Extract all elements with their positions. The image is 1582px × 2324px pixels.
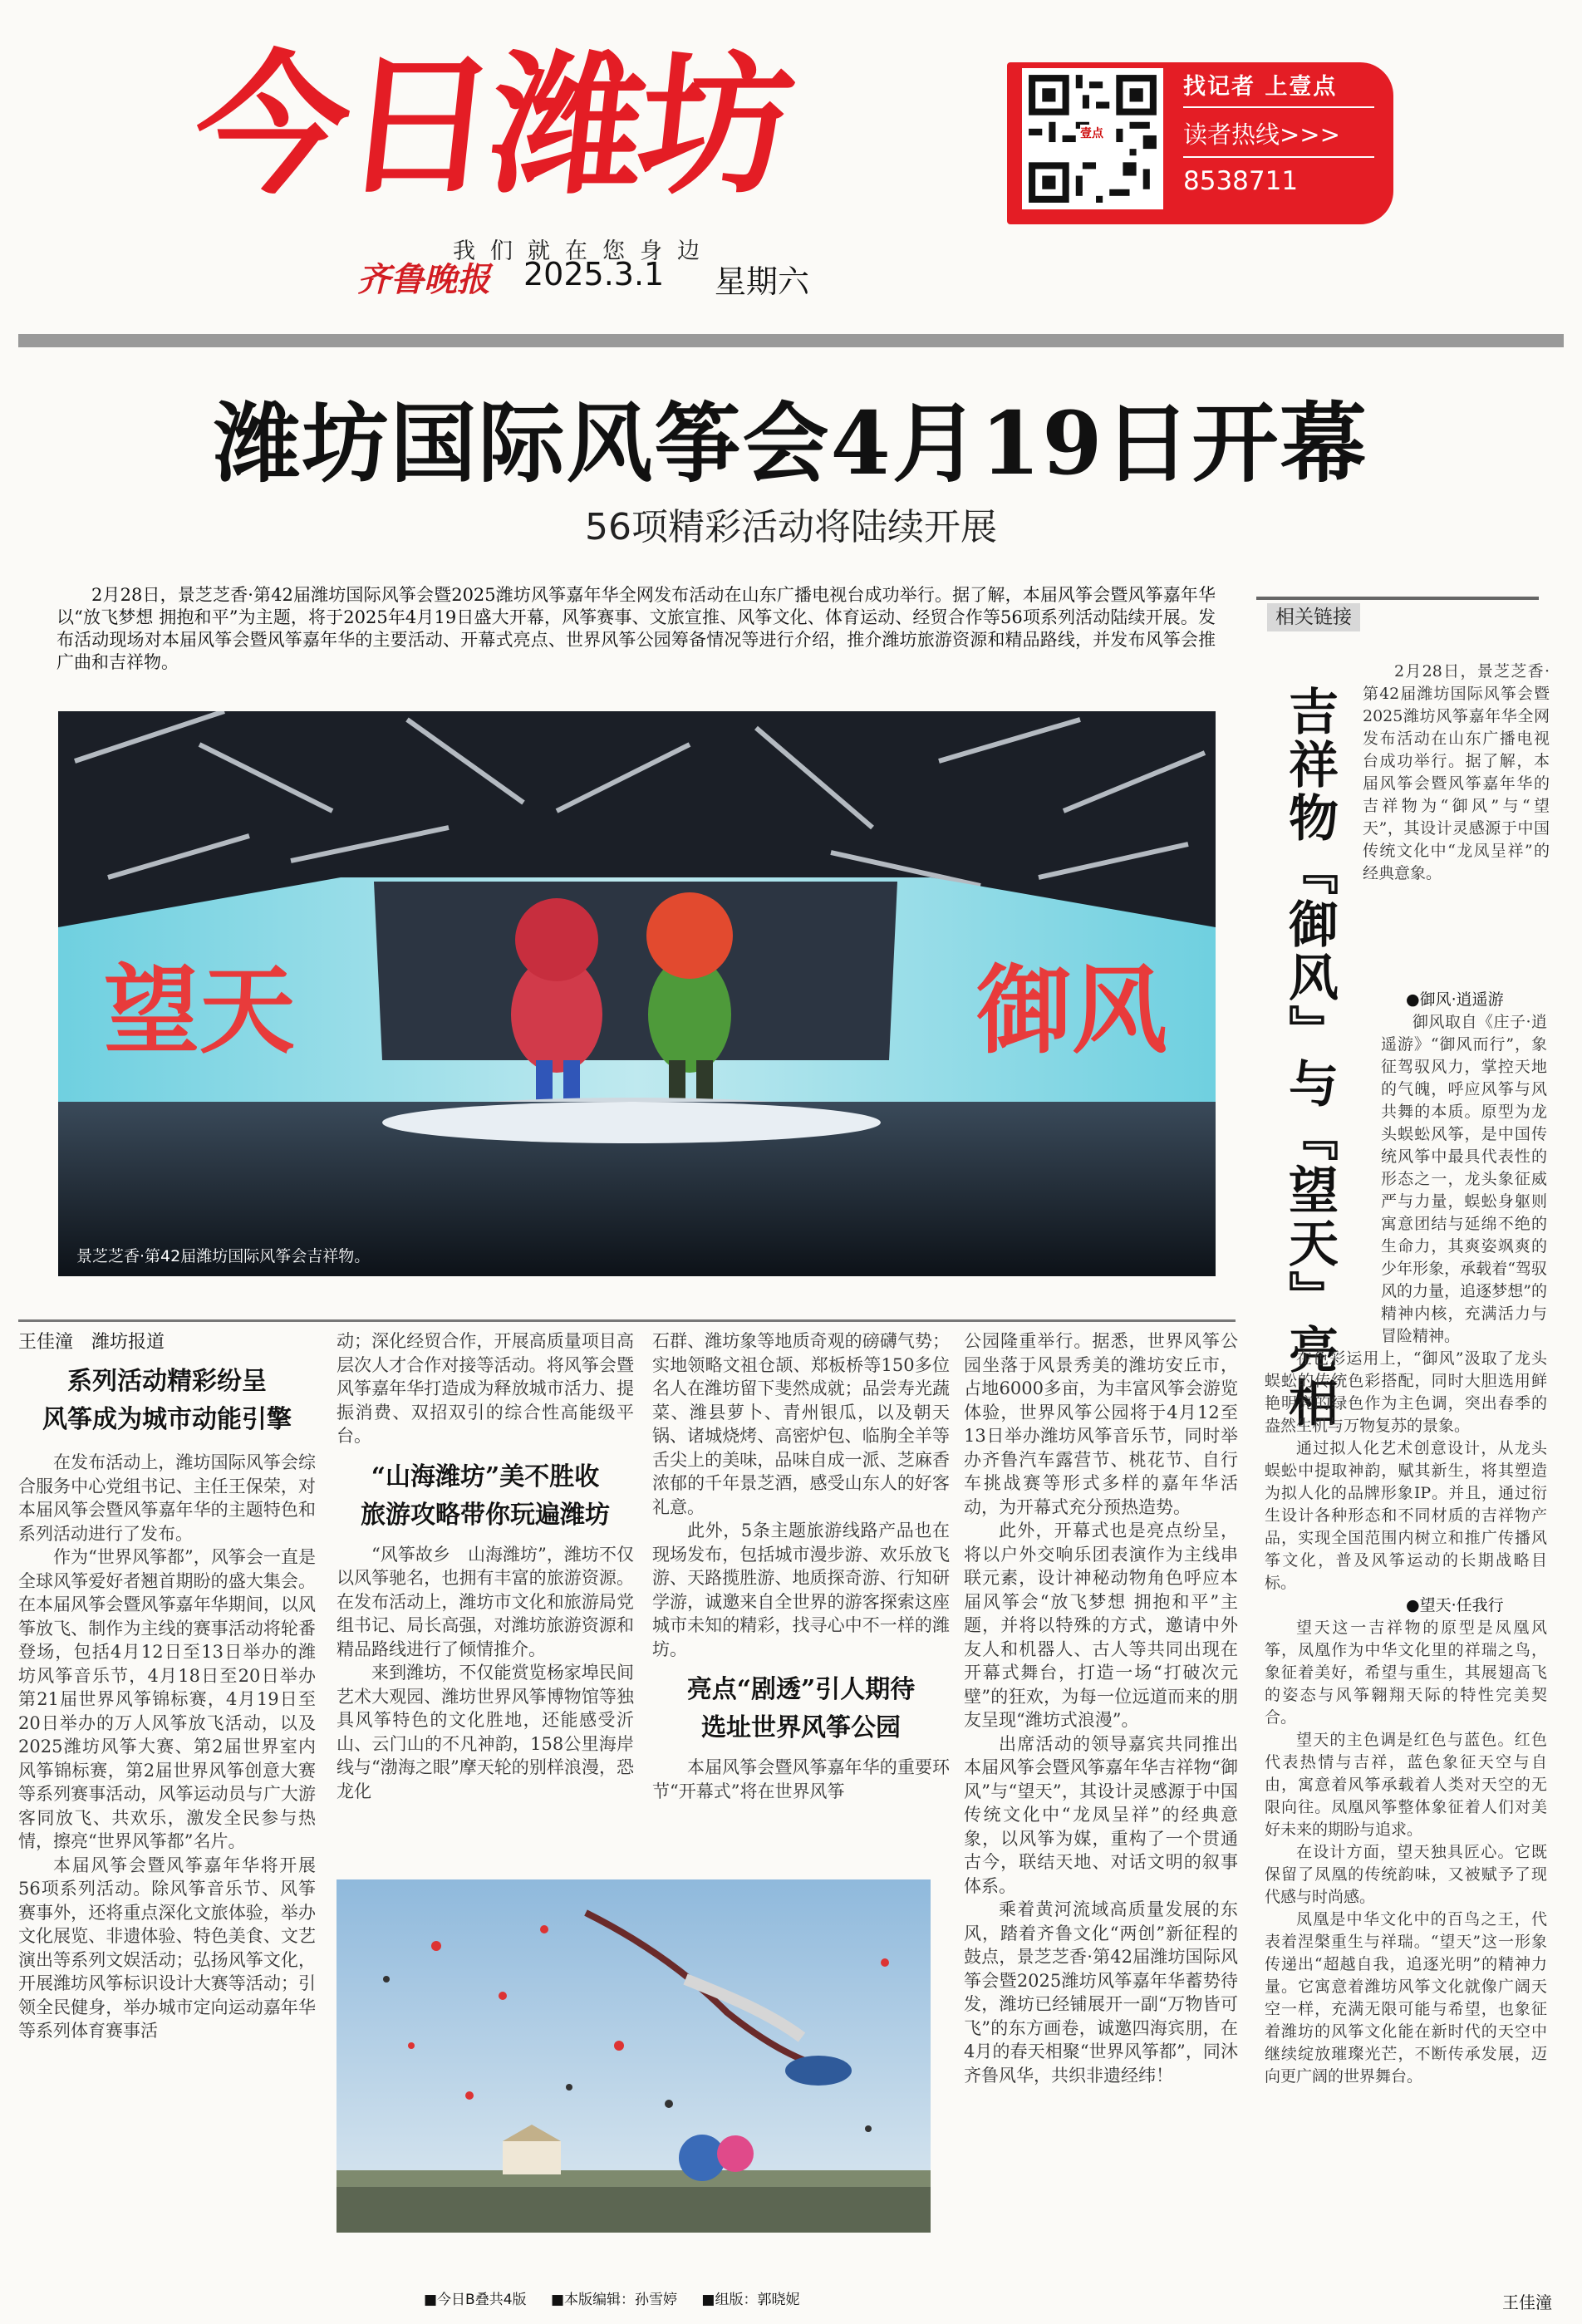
paper-name-logo: 齐鲁晚报 [357, 260, 490, 299]
body-paragraph: “风筝故乡 山海潍坊”，潍坊不仅以风筝驰名，也拥有丰富的旅游资源。在发布活动上，潍坊市文化和旅游局党组书记、局长高强，对潍坊旅游资源和精品路线进行了倾情推介。 [337, 1544, 634, 1659]
body-paragraph: 公园隆重举行。据悉，世界风筝公园坐落于风景秀美的潍坊安丘市，占地6000多亩，为丰富风筝会游览体验，世界风筝公园将于4月12至13日举办潍坊风筝音乐节，同时举办齐鲁汽车露营节、桃花节、自行车挑战赛等形式多样的嘉年华活动，为开幕式充分预热造势。 [964, 1331, 1238, 1517]
body-paragraph: 此外，开幕式也是亮点纷呈，将以户外交响乐团表演作为主线串联元素，设计神秘动物角色呼应本届风筝会“放飞梦想 拥抱和平”主题，并将以特殊的方式，邀请中外友人和机器人、古人等共同出现在开幕式舞台，打造一场“打破次元壁”的狂欢，为每一位远道而来的朋友呈现“潍坊式浪漫”。 [964, 1521, 1238, 1730]
sidebar-subhead: ●望天·任我行 [1406, 1596, 1504, 1614]
article-headline: 潍坊国际风筝会4月19日开幕 [214, 392, 1368, 494]
body-paragraph: 来到潍坊，不仅能赏览杨家埠民间艺术大观园、潍坊世界风筝博物馆等独具风筝特色的文化胜地，还能感受沂山、云门山的不凡神韵，158公里海岸线与“渤海之眼”摩天轮的别样浪漫，恐龙化 [337, 1663, 634, 1801]
masthead-rule [18, 334, 1564, 347]
sidebar-paragraph: 在色彩运用上，“御风”汲取了龙头蜈蚣的传统色彩搭配，同时大胆选用鲜艳明亮的绿色作为主色调，突出春季的盎然生机与万物复苏的景象。 [1265, 1349, 1547, 1435]
sidebar-intro: 2月28日，景芝芝香·第42届潍坊国际风筝会暨2025潍坊风筝嘉年华全网发布活动在山东广播电视台成功举行。据了解，本届风筝会暨风筝嘉年华的吉祥物为“御风”与“望天”，其设计灵感源于中国传统文化中“龙凤呈祥”的经典意象。 [1363, 662, 1550, 882]
footer-layout: ■组版：郭晓妮 [701, 2292, 800, 2308]
sidebar-title: 吉祥物『御风』与『望天』亮相 [1280, 685, 1339, 1430]
sidebar-paragraph: 通过拟人化艺术创意设计，从龙头蜈蚣中提取神韵，赋其新生，将其塑造为拟人化的品牌形象IP。并且，通过衍生设计各种形态和不同材质的吉祥物产品，实现全国范围内树立和推广传播风筝文化，普及风筝运动的长期战略目标。 [1265, 1439, 1547, 1592]
body-paragraph: 乘着黄河流域高质量发展的东风，踏着齐鲁文化“两创”新征程的鼓点，景芝芝香·第42届潍坊国际风筝会暨2025潍坊风筝嘉年华蓄势待发，潍坊已经铺展开一副“万物皆可飞”的东方画卷，诚邀四海宾朋，在4月的春天相聚“世界风筝都”，同沐齐鲁风华，共织非遗经纬！ [964, 1899, 1238, 2086]
sidebar-body [1265, 989, 1547, 2088]
sidebar-rule [1256, 597, 1539, 600]
screen-text-left: 望天 [103, 956, 296, 1067]
footer-pages: ■今日B叠共4版 [424, 2292, 527, 2308]
body-paragraph: 本届风筝会暨风筝嘉年华的重要环节“开幕式”将在世界风筝 [652, 1757, 950, 1801]
byline-rule [18, 1319, 1236, 1322]
article-column-1 [18, 1363, 316, 2043]
kite-field-photo [337, 1879, 931, 2233]
screen-text-right: 御风 [975, 956, 1168, 1067]
mascot-stage-photo [58, 711, 1216, 1276]
article-lead: 2月28日，景芝芝香·第42届潍坊国际风筝会暨2025潍坊风筝嘉年华全网发布活动在山东广播电视台成功举行。据了解，本届风筝会暨风筝嘉年华以“放飞梦想 拥抱和平”为主题，将于2025年4月19日盛大开幕，风筝赛事、文旅宣推、风筝文化、体育运动、经贸合作等56项系列活动陆续开展。发布活动现场对本届风筝会暨风筝嘉年华的主要活动、开幕式亮点、世界风筝公园筹备情况等进行介绍，推介潍坊旅游资源和精品路线，并发布风筝会推广曲和吉祥物。 [56, 585, 1216, 672]
sidebar-paragraph: 在设计方面，望天独具匠心。它既保留了凤凰的传统韵味，又被赋予了现代感与时尚感。 [1265, 1843, 1547, 1906]
hotline-label: 读者热线>>> [1183, 120, 1340, 149]
photo1-caption: 景芝芝香·第42届潍坊国际风筝会吉祥物。 [76, 1247, 371, 1265]
sidebar-label: 相关链接 [1267, 603, 1360, 631]
body-paragraph: 石群、潍坊象等地质奇观的磅礴气势；实地领略文祖仓颉、郑板桥等150多位名人在潍坊留下斐然成就；品尝寿光蔬菜、潍县萝卜、青州银瓜，以及朝天锅、诸城烧烤、高密炉包、临朐全羊等舌尖上的美味，品味自成一派、芝麻香浓郁的千年景芝酒，感受山东人的好客礼意。 [652, 1331, 950, 1517]
section-heading: 风筝成为城市动能引擎 [42, 1405, 292, 1434]
body-paragraph: 此外，5条主题旅游线路产品也在现场发布，包括城市漫步游、欢乐放飞游、天路揽胜游、地质探奇游、行知研学游，诚邀来自全世界的游客探索这座城市未知的精彩，找寻心中不一样的潍坊。 [652, 1521, 950, 1659]
body-paragraph: 在发布活动上，潍坊国际风筝会综合服务中心党组书记、主任王保荣，对本届风筝会暨风筝嘉年华的主题特色和系列活动进行了发布。 [18, 1452, 316, 1544]
body-paragraph: 出席活动的领导嘉宾共同推出本届风筝会暨风筝嘉年华吉祥物“御风”与“望天”，其设计灵感源于中国传统文化中“龙凤呈祥”的经典意象，以风筝为媒，重构了一个贯通古今，联结天地、对话文明的叙事体系。 [964, 1733, 1238, 1896]
body-paragraph: 动；深化经贸合作，开展高质量项目高层次人才合作对接等活动。将风筝会暨风筝嘉年华打造成为释放城市活力、提振消费、双招双引的综合性高能级平台。 [337, 1331, 634, 1446]
section-heading: 系列活动精彩纷呈 [67, 1367, 267, 1396]
masthead-logo: 今日潍坊 [186, 37, 798, 215]
issue-date: 2025.3.1 [523, 256, 665, 292]
section-heading: 旅游攻略带你玩遍潍坊 [361, 1500, 610, 1530]
body-paragraph: 本届风筝会暨风筝嘉年华将开展56项系列活动。除风筝音乐节、风筝赛事外，还将重点深化文旅体验，举办文化展览、非遗体验、特色美食、文艺演出等系列文娱活动；弘扬风筝文化，开展潍坊风筝标识设计大赛等活动；引领全民健身，举办城市定向运动嘉年华等系列体育赛事活 [18, 1855, 316, 2041]
sidebar-subhead: ●御风·逍遥游 [1406, 990, 1504, 1009]
qr-brand-label: 壹点 [1080, 125, 1103, 141]
issue-weekday: 星期六 [715, 263, 810, 300]
body-paragraph: 作为“世界风筝都”，风筝会一直是全球风筝爱好者翘首期盼的盛大集会。在本届风筝会暨风筝嘉年华期间，以风筝放飞、制作为主线的赛事活动将轮番登场，包括4月12日至13日举办的潍坊风筝音乐节，4月18日至20日举办第21届世界风筝锦标赛，4月19日至20日举办的万人风筝放飞活动，以及2025潍坊风筝大赛、第2届世界室内风筝锦标赛，第2届世界风筝创意大赛等系列赛事活动，风筝运动员与广大游客同放飞、共欢乐，激发全民参与热情，擦亮“世界风筝都”名片。 [18, 1547, 316, 1851]
sidebar-paragraph: 凤凰是中华文化中的百鸟之王，代表着涅槃重生与祥瑞。“望天”这一形象传递出“超越自我，追逐光明”的精神力量。它寓意着潍坊风筝文化就像广阔天空一样，充满无限可能与希望，也象征着潍坊的风筝文化能在新时代的天空中继续绽放璀璨光芒，不断传承发展，迈向更广阔的世界舞台。 [1265, 1910, 1547, 2086]
article-column-2 [337, 1329, 634, 1803]
section-heading: 选址世界风筝公园 [701, 1713, 901, 1742]
sidebar-paragraph: 御风取自《庄子·逍遥游》“御风而行”，象征驾驭风力，掌控天地的气魄，呼应风筝与风共舞的本质。原型为龙头蜈蚣风筝，是中国传统风筝中最具代表性的形态之一，龙头象征威严与力量，蜈蚣身躯则寓意团结与延绵不绝的生命力，其爽姿飒爽的少年形象，承载着“驾驭风的力量，追逐梦想”的精神内核，充满活力与冒险精神。 [1381, 1013, 1547, 1345]
hotline-divider [1183, 156, 1374, 158]
article-column-4 [964, 1329, 1238, 2087]
footer-editor: ■本版编辑：孙雪婷 [550, 2292, 678, 2308]
masthead-slogan: 我们就在您身边 [453, 238, 715, 264]
sidebar-paragraph: 望天的主色调是红色与蓝色。红色代表热情与吉祥，蓝色象征天空与自由，寓意着风筝承载着人类对天空的无限向往。凤凰风筝整体象征着人们对美好未来的期盼与追求。 [1265, 1731, 1547, 1839]
page-footer [424, 2287, 819, 2308]
article-column-3 [652, 1329, 950, 1803]
section-heading: “山海潍坊”美不胜收 [371, 1462, 600, 1491]
sidebar-paragraph: 望天这一吉祥物的原型是凤凰风筝，凤凰作为中华文化里的祥瑞之鸟，象征着美好，希望与重生，其展翅高飞的姿态与风筝翱翔天际的特性完美契合。 [1265, 1619, 1547, 1727]
hotline-number: 8538711 [1183, 166, 1299, 196]
article-subhead: 56项精彩活动将陆续开展 [585, 506, 997, 548]
section-heading: 亮点“剧透”引人期待 [686, 1675, 916, 1704]
byline: 王佳潼 潍坊报道 [18, 1332, 165, 1353]
hotline-slogan: 找记者 上壹点 [1183, 74, 1338, 100]
sidebar-signature: 王佳潼 [1502, 2292, 1552, 2312]
hotline-divider [1183, 106, 1374, 108]
